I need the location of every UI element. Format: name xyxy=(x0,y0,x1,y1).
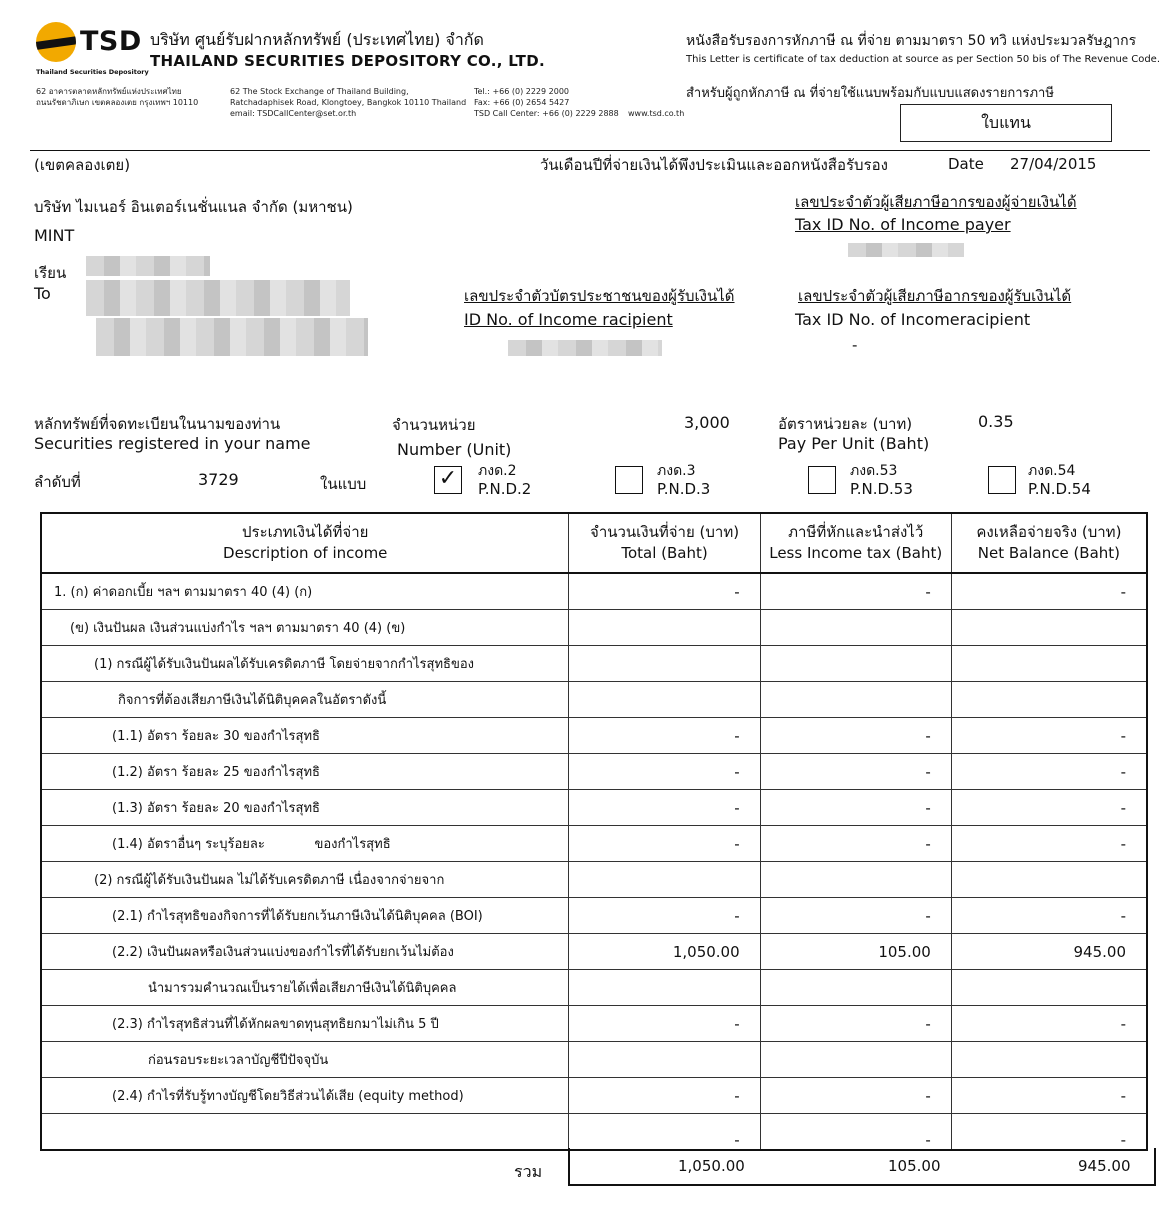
address-th: 62 อาคารตลาดหลักทรัพย์แห่งประเทศไทย ถนนรัชดาภิเษก เขตคลองเตย กรุงเทพฯ 10110 xyxy=(36,87,199,107)
tsd-logo-icon xyxy=(36,22,76,62)
total-amount: 1,050.00 xyxy=(678,1157,745,1175)
units-label-th: จำนวนหน่วย xyxy=(392,416,476,434)
header-divider xyxy=(30,150,1150,151)
payer-taxid-redacted xyxy=(848,243,964,257)
table-row: 1. (ก) ค่าดอกเบี้ย ฯลฯ ตามมาตรา 40 (4) (ก) - - - xyxy=(41,573,1147,610)
total-row xyxy=(568,1148,1156,1186)
pnd3-label: ภงด.3 P.N.D.3 xyxy=(657,463,711,498)
table-row: (1.2) อัตรา ร้อยละ 25 ของกำไรสุทธิ - - - xyxy=(41,754,1147,790)
logo-subtitle: Thailand Securities Depository xyxy=(36,68,149,76)
form-label: ในแบบ xyxy=(320,475,367,493)
to-label-th: เรียน xyxy=(34,264,67,282)
table-row: (2.3) กำไรสุทธิส่วนที่ได้หักผลขาดทุนสุทธิยกมาไม่เกิน 5 ปี - - - xyxy=(41,1006,1147,1042)
table-row: ก่อนรอบระยะเวลาบัญชีปีปัจจุบัน xyxy=(41,1042,1147,1078)
district: (เขตคลองเตย) xyxy=(34,156,131,174)
total-label: รวม xyxy=(514,1162,543,1181)
recipient-address-redacted-2 xyxy=(96,318,368,356)
table-row: (1.4) อัตราอื่นๆ ระบุร้อยละ ของกำไรสุทธิ - - - xyxy=(41,826,1147,862)
header-description: ประเภทเงินได้ที่จ่าย Description of income xyxy=(41,513,569,573)
recipient-taxid-value: - xyxy=(852,336,858,354)
contact-info: Tel.: +66 (0) 2229 2000 Fax: +66 (0) 2654 5427 TSD Call Center: +66 (0) 2229 2888 xyxy=(474,87,619,118)
total-tax: 105.00 xyxy=(888,1157,941,1175)
certificate-subtitle-th: สำหรับผู้ถูกหักภาษี ณ ที่จ่ายใช้แนบพร้อมกับแบบแสดงรายการภาษี xyxy=(686,86,1054,101)
pnd2-label: ภงด.2 P.N.D.2 xyxy=(478,463,532,498)
table-row: (1.1) อัตรา ร้อยละ 30 ของกำไรสุทธิ - - - xyxy=(41,718,1147,754)
pnd3-checkbox[interactable] xyxy=(615,466,643,494)
payer-name: บริษัท ไมเนอร์ อินเตอร์เนชั่นแนล จำกัด (มหาชน) xyxy=(34,198,353,216)
payer-taxid-label-th: เลขประจำตัวผู้เสียภาษีอากรของผู้จ่ายเงินได้ xyxy=(795,193,1077,211)
table-row: กิจการที่ต้องเสียภาษีเงินได้นิติบุคคลในอัตราดังนี้ xyxy=(41,682,1147,718)
to-label-en: To xyxy=(34,284,51,303)
header-tax: ภาษีที่หักและนำส่งไว้ Less Income tax (Baht) xyxy=(760,513,951,573)
rate-value: 0.35 xyxy=(978,412,1014,431)
recipient-id-label-en: ID No. of Income racipient xyxy=(464,310,673,329)
pnd54-checkbox[interactable] xyxy=(988,466,1016,494)
securities-label-th: หลักทรัพย์ที่จดทะเบียนในนามของท่าน xyxy=(34,415,281,433)
sequence-value: 3729 xyxy=(198,470,239,489)
securities-label-en: Securities registered in your name xyxy=(34,434,311,453)
company-name-th: บริษัท ศูนย์รับฝากหลักทรัพย์ (ประเทศไทย) จำกัด xyxy=(150,30,484,49)
table-row: (1) กรณีผู้ได้รับเงินปันผลได้รับเครดิตภาษี โดยจ่ายจากกำไรสุทธิของ xyxy=(41,646,1147,682)
website: www.tsd.co.th xyxy=(628,109,685,118)
table-row: (2.2) เงินปันผลหรือเงินส่วนแบ่งของกำไรที่ได้รับยกเว้นไม่ต้อง 1,050.00 105.00 945.00 xyxy=(41,934,1147,970)
units-label-en: Number (Unit) xyxy=(397,440,512,459)
table-row: (ข) เงินปันผล เงินส่วนแบ่งกำไร ฯลฯ ตามมาตรา 40 (4) (ข) xyxy=(41,610,1147,646)
total-net: 945.00 xyxy=(1078,1157,1131,1175)
table-row: (2.4) กำไรที่รับรู้ทางบัญชีโดยวิธีส่วนได้เสีย (equity method) - - - xyxy=(41,1078,1147,1114)
logo-text: TSD xyxy=(80,26,142,57)
table-row: - - - xyxy=(41,1114,1147,1151)
units-value: 3,000 xyxy=(684,413,730,432)
pnd54-label: ภงด.54 P.N.D.54 xyxy=(1028,463,1091,498)
table-header-row xyxy=(41,513,1147,573)
header-total: จำนวนเงินที่จ่าย (บาท) Total (Baht) xyxy=(569,513,760,573)
date-label-en: Date xyxy=(948,155,984,173)
date-value: 27/04/2015 xyxy=(1010,155,1097,173)
table-row: นำมารวมคำนวณเป็นรายได้เพื่อเสียภาษีเงินได้นิติบุคคล xyxy=(41,970,1147,1006)
pnd53-label: ภงด.53 P.N.D.53 xyxy=(850,463,913,498)
recipient-name-redacted xyxy=(86,256,210,276)
header-net: คงเหลือจ่ายจริง (บาท) Net Balance (Baht) xyxy=(951,513,1147,573)
payer-short: MINT xyxy=(34,226,75,245)
table-row: (2) กรณีผู้ได้รับเงินปันผล ไม่ได้รับเครดิตภาษี เนื่องจากจ่ายจาก xyxy=(41,862,1147,898)
recipient-id-redacted xyxy=(508,340,662,356)
recipient-address-redacted xyxy=(86,280,350,316)
pnd53-checkbox[interactable] xyxy=(808,466,836,494)
recipient-id-label-th: เลขประจำตัวบัตรประชาชนของผู้รับเงินได้ xyxy=(464,287,735,305)
recipient-taxid-label-th: เลขประจำตัวผู้เสียภาษีอากรของผู้รับเงินได้ xyxy=(798,287,1072,305)
certificate-title-en: This Letter is certificate of tax deduction at source as per Section 50 bis of The Revenue Code. xyxy=(686,54,1161,65)
company-name-en: THAILAND SECURITIES DEPOSITORY CO., LTD. xyxy=(150,52,545,70)
payer-taxid-label-en: Tax ID No. of Income payer xyxy=(795,215,1011,234)
date-label-th: วันเดือนปีที่จ่ายเงินได้พึงประเมินและออกหนังสือรับรอง xyxy=(540,156,888,174)
certificate-title-th: หนังสือรับรองการหักภาษี ณ ที่จ่าย ตามมาตรา 50 ทวิ แห่งประมวลรัษฎากร xyxy=(686,33,1137,49)
pnd2-checkbox[interactable]: ✓ xyxy=(434,466,462,494)
table-row: (2.1) กำไรสุทธิของกิจการที่ได้รับยกเว้นภาษีเงินได้นิติบุคคล (BOI) - - - xyxy=(41,898,1147,934)
copy-badge: ใบแทน xyxy=(900,104,1112,142)
table-row: (1.3) อัตรา ร้อยละ 20 ของกำไรสุทธิ - - - xyxy=(41,790,1147,826)
sequence-label: ลำดับที่ xyxy=(34,473,81,491)
income-table xyxy=(40,512,1148,1151)
address-en: 62 The Stock Exchange of Thailand Building, Ratchadaphisek Road, Klongtoey, Bangkok 10110 Thailand email: TSDCallCenter@set.or.th xyxy=(230,87,467,118)
rate-label-th: อัตราหน่วยละ (บาท) xyxy=(778,415,913,433)
recipient-taxid-label-en: Tax ID No. of Incomeracipient xyxy=(795,310,1031,329)
rate-label-en: Pay Per Unit (Baht) xyxy=(778,434,930,453)
